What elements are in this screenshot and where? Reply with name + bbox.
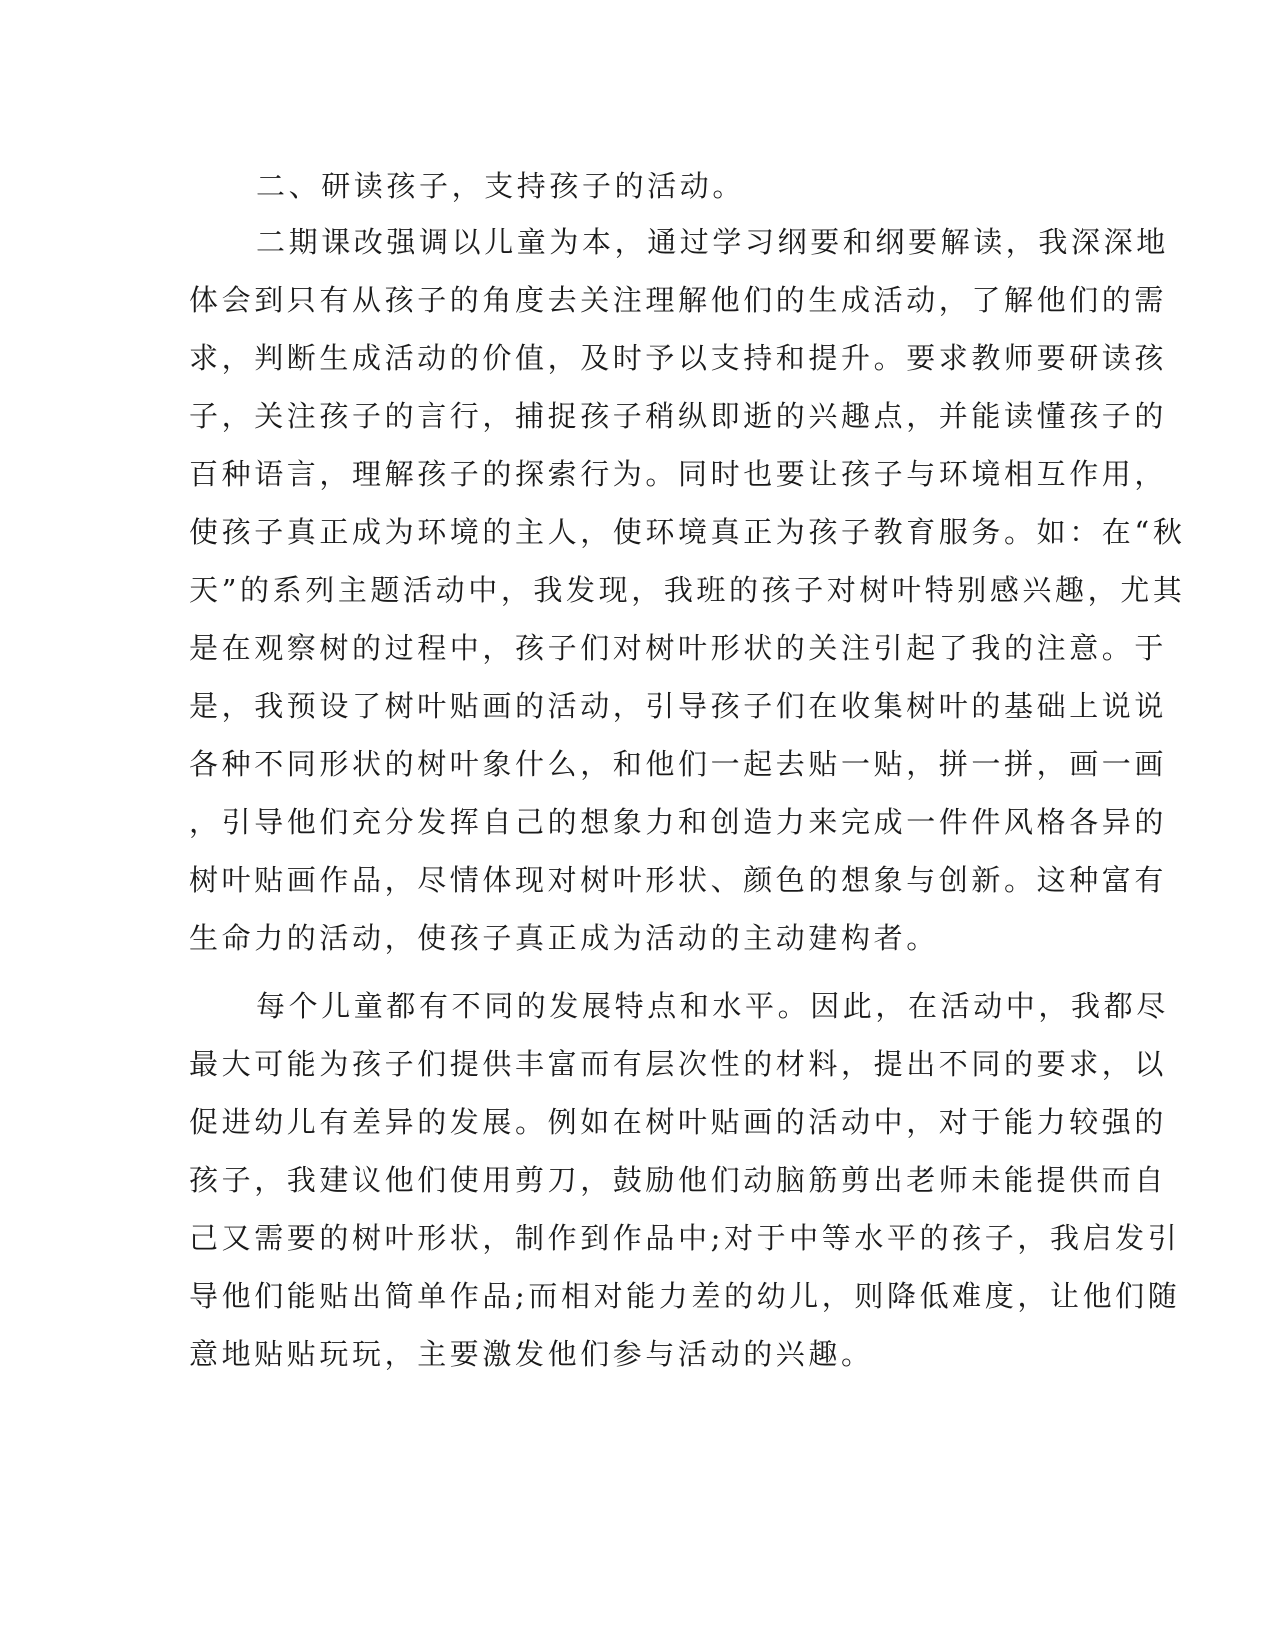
paragraph-line: 各种不同形状的树叶象什么，和他们一起去贴一贴，拼一拼，画一画: [189, 747, 1168, 781]
paragraph-line: 孩子，我建议他们使用剪刀，鼓励他们动脑筋剪出老师未能提供而自: [189, 1163, 1168, 1197]
paragraph-line: 二期课改强调以儿童为本，通过学习纲要和纲要解读，我深深地: [256, 225, 1169, 259]
paragraph-line: 天”的系列主题活动中，我发现，我班的孩子对树叶特别感兴趣，尤其: [189, 573, 1186, 607]
paragraph-line: 每个儿童都有不同的发展特点和水平。因此，在活动中，我都尽: [256, 989, 1169, 1023]
paragraph-line: 是在观察树的过程中，孩子们对树叶形状的关注引起了我的注意。于: [189, 631, 1168, 665]
paragraph-line: ，引导他们充分发挥自己的想象力和创造力来完成一件件风格各异的: [189, 805, 1168, 839]
paragraph-line: 最大可能为孩子们提供丰富而有层次性的材料，提出不同的要求，以: [189, 1047, 1168, 1081]
paragraph-line: 生命力的活动，使孩子真正成为活动的主动建构者。: [189, 921, 939, 955]
paragraph-line: 百种语言，理解孩子的探索行为。同时也要让孩子与环境相互作用，: [189, 457, 1168, 491]
paragraph-line: 求，判断生成活动的价值，及时予以支持和提升。要求教师要研读孩: [189, 341, 1168, 375]
paragraph-line: 己又需要的树叶形状，制作到作品中;对于中等水平的孩子，我启发引: [189, 1221, 1181, 1255]
section-heading: 二、研读孩子，支持孩子的活动。: [256, 169, 746, 203]
paragraph-line: 体会到只有从孩子的角度去关注理解他们的生成活动，了解他们的需: [189, 283, 1168, 317]
paragraph-line: 子，关注孩子的言行，捕捉孩子稍纵即逝的兴趣点，并能读懂孩子的: [189, 399, 1168, 433]
paragraph-line: 是，我预设了树叶贴画的活动，引导孩子们在收集树叶的基础上说说: [189, 689, 1168, 723]
paragraph-line: 使孩子真正成为环境的主人，使环境真正为孩子教育服务。如：在“秋: [189, 515, 1186, 549]
paragraph-line: 促进幼儿有差异的发展。例如在树叶贴画的活动中，对于能力较强的: [189, 1105, 1168, 1139]
paragraph-line: 意地贴贴玩玩，主要激发他们参与活动的兴趣。: [189, 1337, 874, 1371]
paragraph-line: 树叶贴画作品，尽情体现对树叶形状、颜色的想象与创新。这种富有: [189, 863, 1168, 897]
paragraph-line: 导他们能贴出简单作品;而相对能力差的幼儿，则降低难度，让他们随: [189, 1279, 1181, 1313]
